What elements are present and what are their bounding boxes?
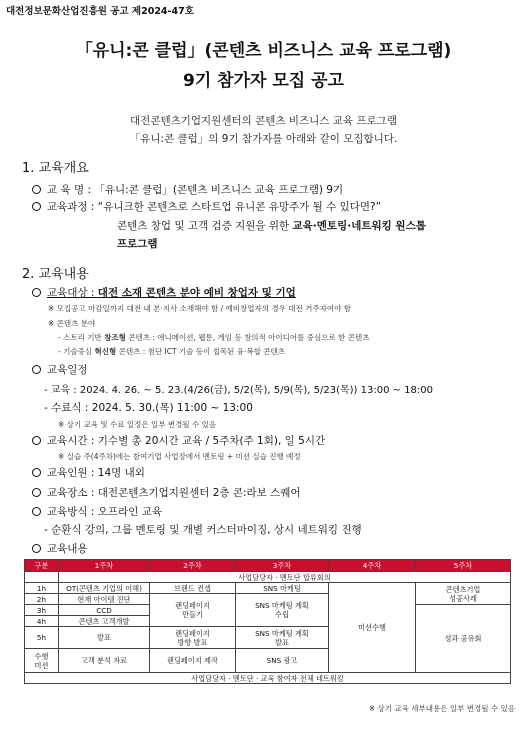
schedule-education: - 교육 : 2024. 4. 26. ~ 5. 23.(4/26(금), 5/2(목), 5/9(목), 5/23(목)) 13:00 ~ 18:00 [44,385,433,396]
intro-line-1: 대전콘텐츠기업지원센터의 콘텐츠 비즈니스 교육 프로그램 [130,115,397,127]
footer-note: ※ 상기 교육 세부내용은 일부 변경될 수 있음 [368,704,515,713]
schedule-note: ※ 상기 교육 및 수료 일정은 일부 변경될 수 있음 [58,420,217,429]
method-desc: - 순환식 강의, 그룹 멘토링 및 개별 커스터마이징, 상시 네트워킹 진행 [44,524,362,536]
table-cell: 미션수행 [329,583,416,673]
time-note: ※ 실습 주(4주차)에는 참여기업 사업장에서 멘토링 + 미션 실습 진행 예정 [58,452,301,461]
table-cell: 1h [25,583,59,594]
table-header-row [25,560,511,572]
bullet-circle-icon [32,507,41,516]
overview-course-desc-2: 프로그램 [117,238,158,250]
table-header: 4주차 [329,560,416,572]
table-row [25,583,511,594]
curriculum-table [24,559,511,684]
content-people: 교육인원 : 14명 내외 [32,465,145,480]
section-heading-content: 2. 교육내용 [22,267,89,282]
table-cell: 콘텐츠 고객개발 [59,616,150,627]
table-cell: 현재 아이템 진단 [59,594,150,605]
table-cell: 랜딩페이지 제작 [150,649,236,673]
target-note-2: ※ 콘텐츠 분야 [48,319,96,328]
table-cell [25,572,59,583]
table-cell: CCD [59,605,150,616]
bullet-circle-icon [32,365,41,374]
table-cell: 랜딩페이지 만들기 [150,594,236,627]
schedule-ceremony: - 수료식 : 2024. 5. 30.(목) 11:00 ~ 13:00 [44,402,253,414]
table-header: 1주차 [59,560,150,572]
content-place: 교육장소 : 대전콘텐츠기업지원센터 2층 콘:라보 스퀘어 [32,485,301,500]
table-cell: 사업담당자 · 멘토단 합류회의 [59,572,511,583]
bullet-circle-icon [32,436,41,445]
table-row [25,572,511,583]
overview-name: 교 육 명 : 「유니:콘 클럽」(콘텐츠 비즈니스 교육 프로그램) 9기 [32,182,343,197]
content-schedule: 교육일정 [32,362,88,377]
table-cell: OT(콘텐츠 기업의 이해) [59,583,150,594]
table-cell: SNS 마케팅 [236,583,329,594]
content-time: 교육시간 : 기수별 총 20시간 교육 / 5주차(주 1회), 일 5시간 [32,433,325,448]
bullet-circle-icon [32,288,41,297]
table-cell: 2h [25,594,59,605]
table-cell: 콘텐츠기업 성공사례 [416,583,511,605]
table-header: 5주차 [416,560,511,572]
table-cell: 성과 공유회 [416,605,511,673]
content-target: 교육대상 : 대전 소재 콘텐츠 분야 예비 창업자 및 기업 [32,285,296,300]
bullet-circle-icon [32,544,41,553]
page-title: 「유니:콘 클럽」(콘텐츠 비즈니스 교육 프로그램) [75,41,452,61]
target-note-4: - 기술중심 혁신형 콘텐츠 : 첨단 ICT 기술 등이 접목된 융·복합 콘텐츠 [58,347,286,356]
table-cell: 랜딩페이지 방향 발표 [150,627,236,649]
table-cell: SNS 마케팅 계획 수립 [236,594,329,627]
intro-line-2: 「유니:콘 클럽」의 9기 참가자를 아래와 같이 모집합니다. [129,133,398,145]
table-cell: 수행 미션 [25,649,59,673]
table-header: 3주차 [236,560,329,572]
table-cell: 4h [25,616,59,627]
page-subtitle: 9기 참가자 모집 공고 [183,71,344,91]
table-cell: 발표 [59,627,150,649]
bullet-circle-icon [32,185,41,194]
table-header: 구분 [25,560,59,572]
table-cell: 5h [25,627,59,649]
target-note-1: ※ 모집공고 마감일까지 대전 내 본·지사 소재해야 함 / 예비창업자의 경우 대전 거주자여야 함 [48,304,352,313]
table-cell: 사업담당자 · 멘토단 · 교육 참여자 전체 네트워킹 [25,673,511,684]
table-row [25,673,511,684]
section-heading-overview: 1. 교육개요 [22,161,89,176]
overview-course-desc: 콘텐츠 창업 및 고객 검증 지원을 위한 교육·멘토링·네트워킹 원스톱 [117,220,426,232]
content-curriculum: 교육내용 [32,541,88,556]
announcement-number: 대전정보문화산업진흥원 공고 제2024-47호 [6,6,194,17]
content-method: 교육방식 : 오프라인 교육 [32,504,162,519]
table-cell: 3h [25,605,59,616]
overview-course: 교육과정 : “유니크한 콘텐츠로 스타트업 유니콘 유망주가 될 수 있다면?” [32,199,381,214]
target-note-3: - 스토리 기반 창조형 콘텐츠 : 애니메이션, 웹툰, 게임 등 창의적 아이디어를 중심으로 한 콘텐츠 [58,333,370,342]
table-cell: 고객 분석 자료 [59,649,150,673]
bullet-circle-icon [32,468,41,477]
table-cell: 브랜드 컨셉 [150,583,236,594]
table-cell: SNS 마케팅 계획 발표 [236,627,329,649]
table-cell: SNS 광고 [236,649,329,673]
table-header: 2주차 [150,560,236,572]
bullet-circle-icon [32,202,41,211]
bullet-circle-icon [32,488,41,497]
